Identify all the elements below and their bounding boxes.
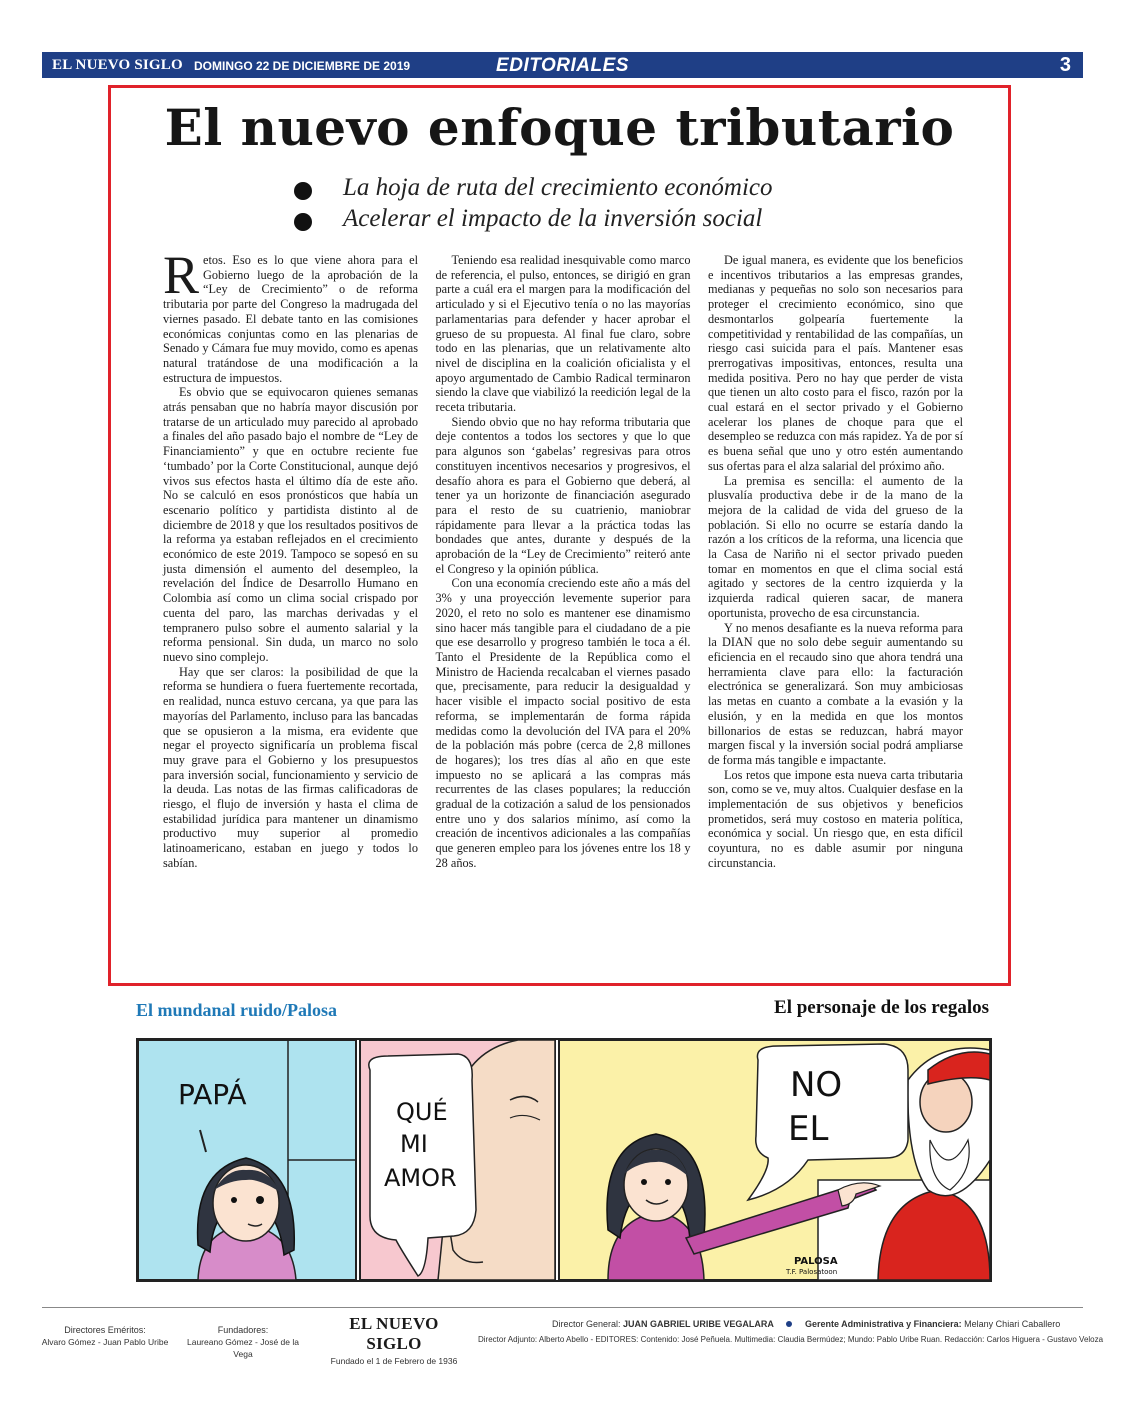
footer-staff-line-1: [552, 1318, 1060, 1331]
paragraph: Retos. Eso es lo que viene ahora para el Gobierno luego de la aprobación de la “Ley de Crecimiento” o de reforma tributaria por parte del Congreso la madrugada del viernes pasado. El debate tanto en las comisiones económicas conjuntas como en las plenarias de Senado y Cámara fue muy movido, como es apenas natural tratándose de una modificación a la estructura de impuestos.: [163, 245, 418, 385]
footer-fundadores: [178, 1324, 308, 1360]
cartoonist-signature: PALOSA: [794, 1256, 838, 1267]
paragraph: Teniendo esa realidad inesquivable como marco de referencia, el pulso, entonces, se dirigió en gran parte a cuál era el margen para la modificación del articulado y si el Ejecutivo tenía o no las mayorías parlamentarias para defender y hacer aprobar el grueso de su propuesta. Al final fue claro, sobre todo en las plenarias, que un relativamente alto nivel de disciplina en la coalición oficialista y el apoyo argumentado de Cambio Radical terminaron siendo la clave que viabilizó la reedición legal de la receta tributaria.: [435, 253, 691, 415]
header-bar: [42, 52, 1083, 78]
emeritos-names: Alvaro Gómez - Juan Pablo Uribe: [41, 1337, 169, 1347]
brand-logo: EL NUEVO SIGLO: [52, 57, 183, 73]
article-column-1: [163, 245, 418, 871]
footer-masthead: [326, 1314, 462, 1366]
director-general-label: Director General:: [552, 1319, 621, 1329]
paragraph: La premisa es sencilla: el aumento de la plusvalía productiva debe ir de la mano de la mejora de la calidad de vida del grueso de la población. Si ello no ocurre se estaría dando la razón a los críticos de la reforma, una licencia que la Casa de Nariño ni el sector privado pueden tomar en momentos en que el clima social está agitado y sectores de la centro izquierda y la izquierda radical quieren sacar, de manera oportunista, provecho de esa circunstancia.: [708, 473, 963, 620]
section-title: EDITORIALES: [496, 55, 629, 76]
bullet-icon: [294, 213, 312, 231]
article-subheads: [291, 174, 931, 236]
fundadores-names: Laureano Gómez - José de la Vega: [187, 1337, 299, 1359]
paragraph: Y no menos desafiante es la nueva reforma para la DIAN que no solo debe seguir aumentando su eficiencia en el recaudo sino que ahora tendrá una herramienta clave para ello: la facturación electrónica se generalizará. Son muy ambiciosas las metas en cuanto a combate a la evasión y la elusión, y en la medida en que los montos billonarios de estas se reduzcan, habrá mayor margen fiscal y la inversión social podrá ampliarse de forma más tangible e impactante.: [708, 620, 963, 767]
separator-dot-icon: [786, 1321, 792, 1327]
paragraph: Hay que ser claros: la posibilidad de que la reforma se hundiera o fuera fuertemente recortada, en realidad, nunca estuvo cercana, ya que para las mayorías del Parlamento, incluso para las bancadas que se opusieron a la misma, era evidente que negar el proyecto significaría un problema fiscal muy grave para el Gobierno y los presupuestos para inversión social, funcionamiento y servicio de la deuda. Las notas de las firmas calificadoras de riesgo, el flujo de inversión y hasta el clima de estabilidad jurídica para mantener un dinamismo productivo muy superior al promedio latinoamericano, estaban en juego y todos lo sabían.: [163, 664, 418, 870]
subhead-item: [291, 205, 931, 236]
comic-panel-1: [138, 1040, 356, 1280]
article-body: [163, 245, 963, 871]
subhead-item: [291, 174, 931, 205]
subhead-text: Acelerar el impacto de la inversión social: [343, 205, 763, 232]
drop-cap: R: [163, 245, 200, 305]
article-title: El nuevo enfoque tributario: [164, 98, 955, 157]
article-column-2: [436, 253, 691, 871]
comic-panel-3: [559, 1040, 990, 1280]
bubble-text-papa: PAPÁ: [178, 1078, 247, 1111]
comic-panel-2: [360, 1040, 555, 1280]
comic-illustration: [138, 1040, 990, 1280]
paragraph: Con una economía creciendo este año a más del 3% y una proyección levemente superior para 2020, el reto no solo es mantener ese dinamismo sino hacer más tangible para el ciudadano de a pie que ese desarrollo y progreso también le toca a él. Tanto el Presidente de la República como el Ministro de Hacienda recalcaban el viernes pasado que, precisamente, para reducir la desigualdad y hacer visible el impacto social positivo de esta reforma, se implementarán de forma rápida medidas como la devolución del IVA para el 20% de la población más pobre (cerca de 2,8 millones de hogares); los tres días al año en que este impuesto no se aplicará a las compras más recurrentes de las clases populares; la reducción gradual de la cotización a salud de los pensionados entre uno y dos salarios mínimo, así como la creación de incentivos adicionales a las compañías que generen empleo para los jóvenes entre los 18 y 28 años.: [435, 576, 691, 870]
bubble-text-el: EL: [788, 1109, 829, 1149]
comic-strip: [136, 1038, 992, 1282]
bubble-text-no: NO: [790, 1065, 843, 1105]
bubble-text-amor: AMOR: [384, 1164, 457, 1192]
fundadores-label: Fundadores:: [217, 1325, 269, 1335]
gerente-label: Gerente Administrativa y Financiera:: [804, 1319, 962, 1329]
bullet-icon: [294, 182, 312, 200]
article-column-3: [708, 253, 963, 871]
footer-divider: [42, 1307, 1083, 1308]
footer-emeritos: [40, 1324, 170, 1348]
paragraph: Siendo obvio que no hay reforma tributaria que deje contentos a todos los sectores y que lo que para algunos son ‘gabelas’ regresivas para otros constituyen incentivos necesarios y progresivos, el desafío ahora es para el Gobierno que deberá, al tener ya un horizonte de financiación asegurado para el resto de su cuatrienio, maniobrar rápidamente para llevar a la práctica todas las bondades que antes, durante y después de la aprobación de la “Ley de Crecimiento” reiteró ante el Congreso y la opinión pública.: [435, 414, 691, 576]
issue-date: DOMINGO 22 DE DICIEMBRE DE 2019: [194, 59, 411, 73]
editorial-article: [108, 85, 1011, 986]
director-general-name: JUAN GABRIEL URIBE VEGALARA: [623, 1319, 774, 1329]
emeritos-label: Directores Eméritos:: [64, 1325, 146, 1335]
page-number: 3: [1059, 54, 1071, 76]
bubble-text-que: QUÉ: [396, 1098, 448, 1126]
gerente-name: Melany Chiari Caballero: [964, 1319, 1061, 1329]
cartoon-caption: El personaje de los regalos: [774, 997, 989, 1018]
masthead-logo: EL NUEVO SIGLO: [349, 1314, 439, 1353]
paragraph: Los retos que impone esta nueva carta tributaria son, como se ve, muy altos. Cualquier desfase en la implementación de sus objetivos y beneficios prometidos, será muy costoso en materia política, económica y social. Un riesgo que, en esta difícil coyuntura, no es dable asumir por ninguna circunstancia.: [708, 767, 963, 870]
founded-date: Fundado el 1 de Febrero de 1936: [330, 1356, 458, 1366]
footer-staff-line-2: Director Adjunto: Alberto Abello - EDITORES: Contenido: José Peñuela. Multimedia: Claudia Bermúdez; Mundo: Pablo Uribe Ruan. Redacción: Carlos Higuera - Gustavo Veloza: [478, 1335, 1104, 1344]
paragraph: De igual manera, es evidente que los beneficios e incentivos tributarios a las empresas grandes, medianas y pequeñas no solo son necesarios para proteger el crecimiento económico, sino que desmontarlos golpearía fuertemente la competitividad y rentabilidad de las compañías, un riesgo casi suicida para el país. Mantener esas prerrogativas impositivas, entonces, resulta una medida positiva. Pero no hay que perder de vista que tienen un alto costo para el fisco, razón por la cual estará en el sector privado y el Gobierno acelerar los planes de choque para que el desempleo se reduzca con más rapidez. Ya de por sí es buena señal que uno y otro estén aumentando sus ofertas para el alza salarial del próximo año.: [708, 253, 963, 473]
paragraph: Es obvio que se equivocaron quienes semanas atrás pensaban que no habría mayor discusión por tratarse de un articulado muy parecido al aprobado a finales del año pasado bajo el nombre de “Ley de Financiamiento” y que en octubre reciente fue ‘tumbado’ por la Corte Constitucional, aunque dejó vivos sus efectos hasta el último día de este año. No se calculó en esos pronósticos que había un escenario político y partidista distinto al de diciembre de 2018 y que los resultados positivos de la reforma ya estaban reflejados en el crecimiento económico de este 2019. Tampoco se sopesó en su justa dimensión el aumento del desempleo, la revelación del Índice de Desarrollo Humano en Colombia así como un clima social crispado por cuenta del paro, las marchas derivadas y el tempranero pulso sobre el aumento salarial y la reforma pensional. Sin duda, un marco no solo nuevo sino complejo.: [163, 385, 418, 664]
bubble-text-mi: MI: [400, 1130, 428, 1158]
cartoon-credit: T.F. Palosatoon: [786, 1268, 838, 1276]
cartoon-series-title: El mundanal ruido/Palosa: [136, 1000, 338, 1020]
subhead-text: La hoja de ruta del crecimiento económico: [343, 174, 773, 201]
